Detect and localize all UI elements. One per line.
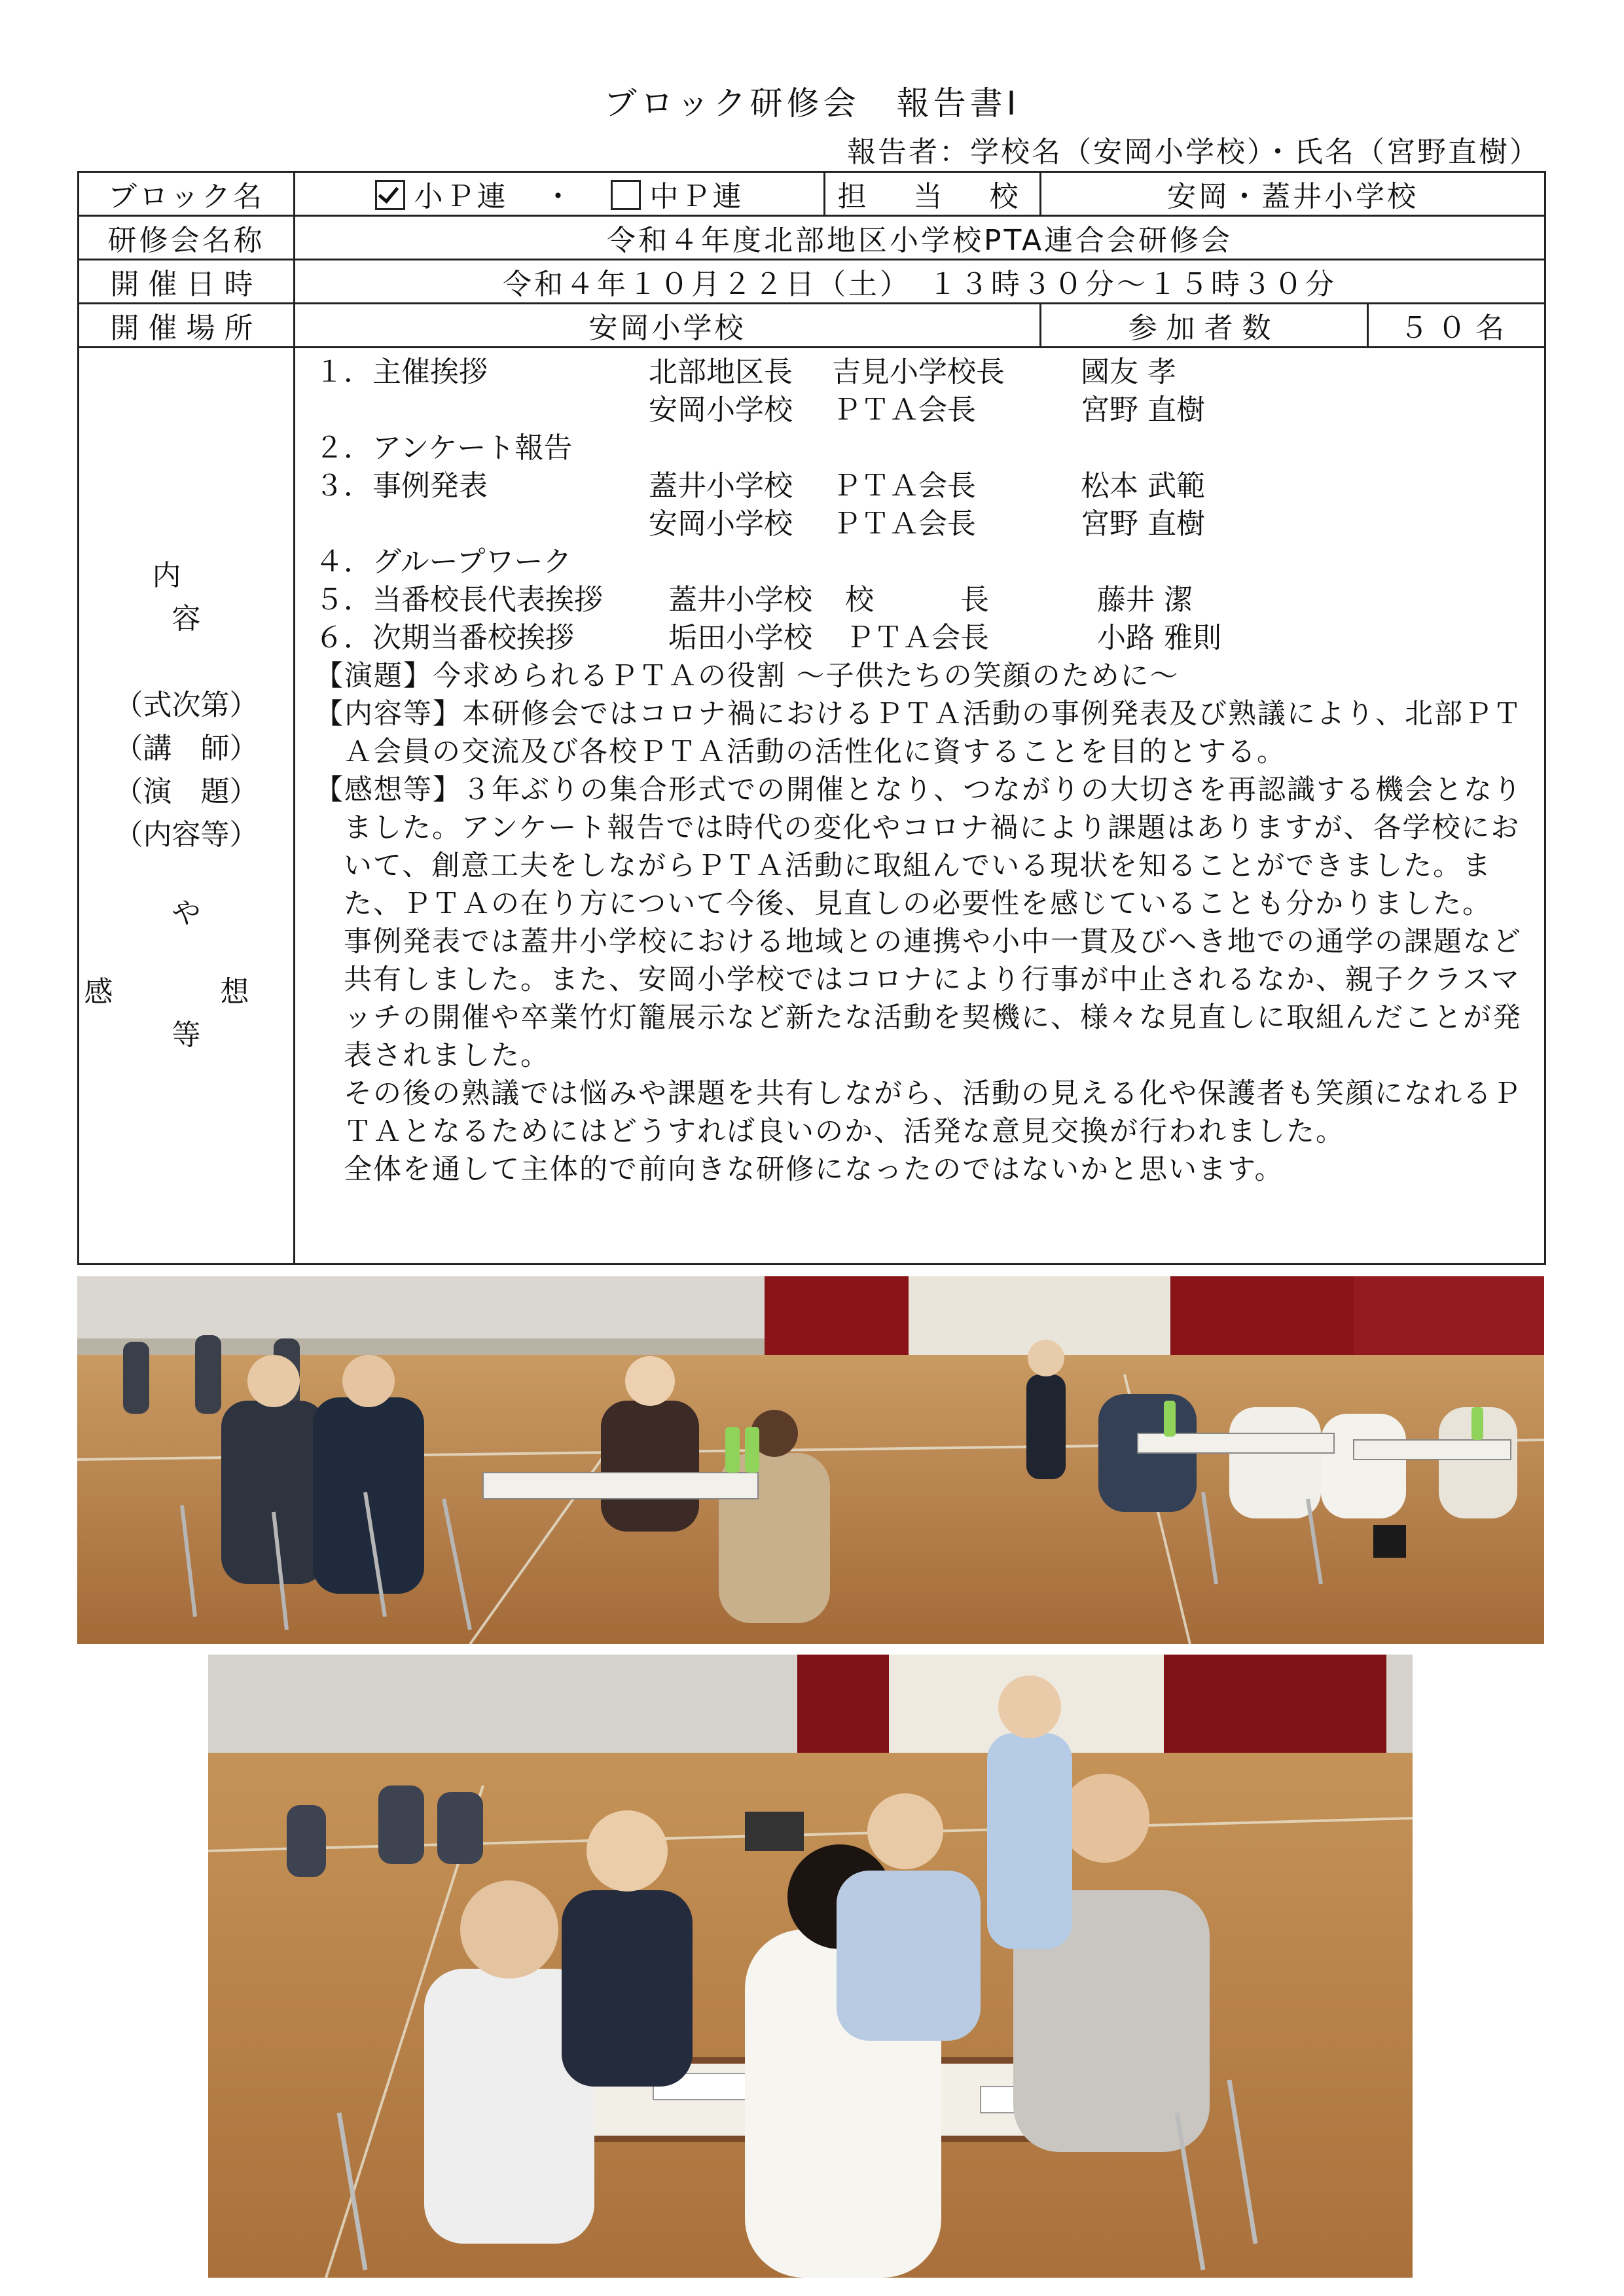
option-junior-pta: 中Ｐ連 [649,180,744,213]
program-item: １．主催挨拶 北部地区長 吉見小学校長 國友 孝 [315,355,1176,389]
venue-value: 安岡小学校 [295,304,1041,348]
reporter-line: 報告者：学校名（安岡小学校）・氏名（宮野直樹） [847,135,1540,169]
content-cell [295,348,1545,1265]
checked-checkbox-icon[interactable] [375,180,405,210]
side-label-theme: （演 題） [114,775,259,808]
date-value: 令和４年１０月２２日（土） １３時３０分～１５時３０分 [295,260,1545,304]
event-photo-group-discussion [208,1655,1413,2278]
side-label-lecturer: （講 師） [114,732,259,765]
option-separator: ・ [543,180,575,213]
program-item: ４．グループワーク [315,545,572,579]
program-list [315,353,1536,657]
side-label-details: （内容等） [114,818,259,852]
event-photo-gymnasium [77,1276,1544,1644]
label-block: ブロック名 [79,172,295,216]
program-item: ６．次期当番校挨拶 垢田小学校 ＰＴＡ会長 小路 雅則 [315,621,1221,655]
program-item: ３．事例発表 蓋井小学校 ＰＴＡ会長 松本 武範 [315,469,1205,503]
program-item: ２．アンケート報告 [315,431,573,465]
unchecked-checkbox-icon[interactable] [611,180,641,210]
side-label-and: や [171,897,201,930]
impressions-paragraph-2: 事例発表では蓋井小学校における地域との連携や小中一貫及びへき地での通学の課題など共有しました。また、安岡小学校ではコロナにより行事が中止されるなか、親子クラスマッチの開催や卒業竹灯籠展示など新たな活動を契機に、様々な見直しに取組んだことが発表されました。 [344,925,1522,1072]
label-date: 開催日時 [79,260,295,304]
theme-line: 【演題】今求められるＰＴＡの役割 ～子供たちの笑顔のために～ [315,660,1180,692]
participants-value: ５０名 [1368,304,1545,348]
impressions-paragraph-4: 全体を通して主体的で前向きな研修になったのではないかと思います。 [344,1153,1284,1186]
host-school-value: 安岡・蓋井小学校 [1041,172,1545,216]
program-item: ５．当番校長代表挨拶 蓋井小学校 校 長 藤井 潔 [315,583,1193,617]
seminar-name-value: 令和４年度北部地区小学校PTA連合会研修会 [295,216,1545,260]
side-label-order: （式次第） [114,689,259,722]
label-participants: 参加者数 [1041,304,1368,348]
row-block [79,172,1545,216]
row-seminar-name [79,216,1545,260]
discussion-photo-illustration [208,1655,1413,2278]
page-title: ブロック研修会 報告書Ⅰ [604,84,1020,122]
gym-photo-illustration [77,1276,1544,1644]
report-table [77,171,1546,1265]
block-options [295,172,825,216]
row-venue [79,304,1545,348]
label-host-school: 担 当 校 [825,172,1041,216]
impressions-paragraph-3: その後の熟議では悩みや課題を共有しながら、活動の見える化や保護者も笑顔になれるＰＴＡとなるためにはどうすれば良いのか、活発な意見交換が行われました。 [344,1077,1522,1148]
row-date [79,260,1545,304]
summary-text: 【内容等】本研修会ではコロナ禍におけるＰＴＡ活動の事例発表及び熟議により、北部ＰＴＡ会員の交流及び各校ＰＴＡ活動の活性化に資することを目的とする。 [315,698,1523,768]
row-content [79,348,1545,1265]
side-label-content: 内 容 [152,559,357,636]
impressions-text: 【感想等】３年ぶりの集合形式での開催となり、つながりの大切さを再認識する機会となりました。アンケート報告では時代の変化やコロナ禍により課題はありますが、各学校において、創意工夫をしながらＰＴＡ活動に取組んでいる現状を知ることができました。また、ＰＴＡの在り方について今後、見直しの必要性を感じていることも分かりました。 [315,774,1523,920]
program-item: 安岡小学校 ＰＴＡ会長 宮野 直樹 [649,393,1205,427]
label-venue: 開催場所 [79,304,295,348]
program-item: 安岡小学校 ＰＴＡ会長 宮野 直樹 [649,507,1205,541]
option-elementary-pta: 小Ｐ連 [414,180,509,213]
label-content [79,348,357,1265]
label-seminar-name: 研修会名称 [79,216,295,260]
side-label-impressions: 感 想 等 [84,975,357,1052]
